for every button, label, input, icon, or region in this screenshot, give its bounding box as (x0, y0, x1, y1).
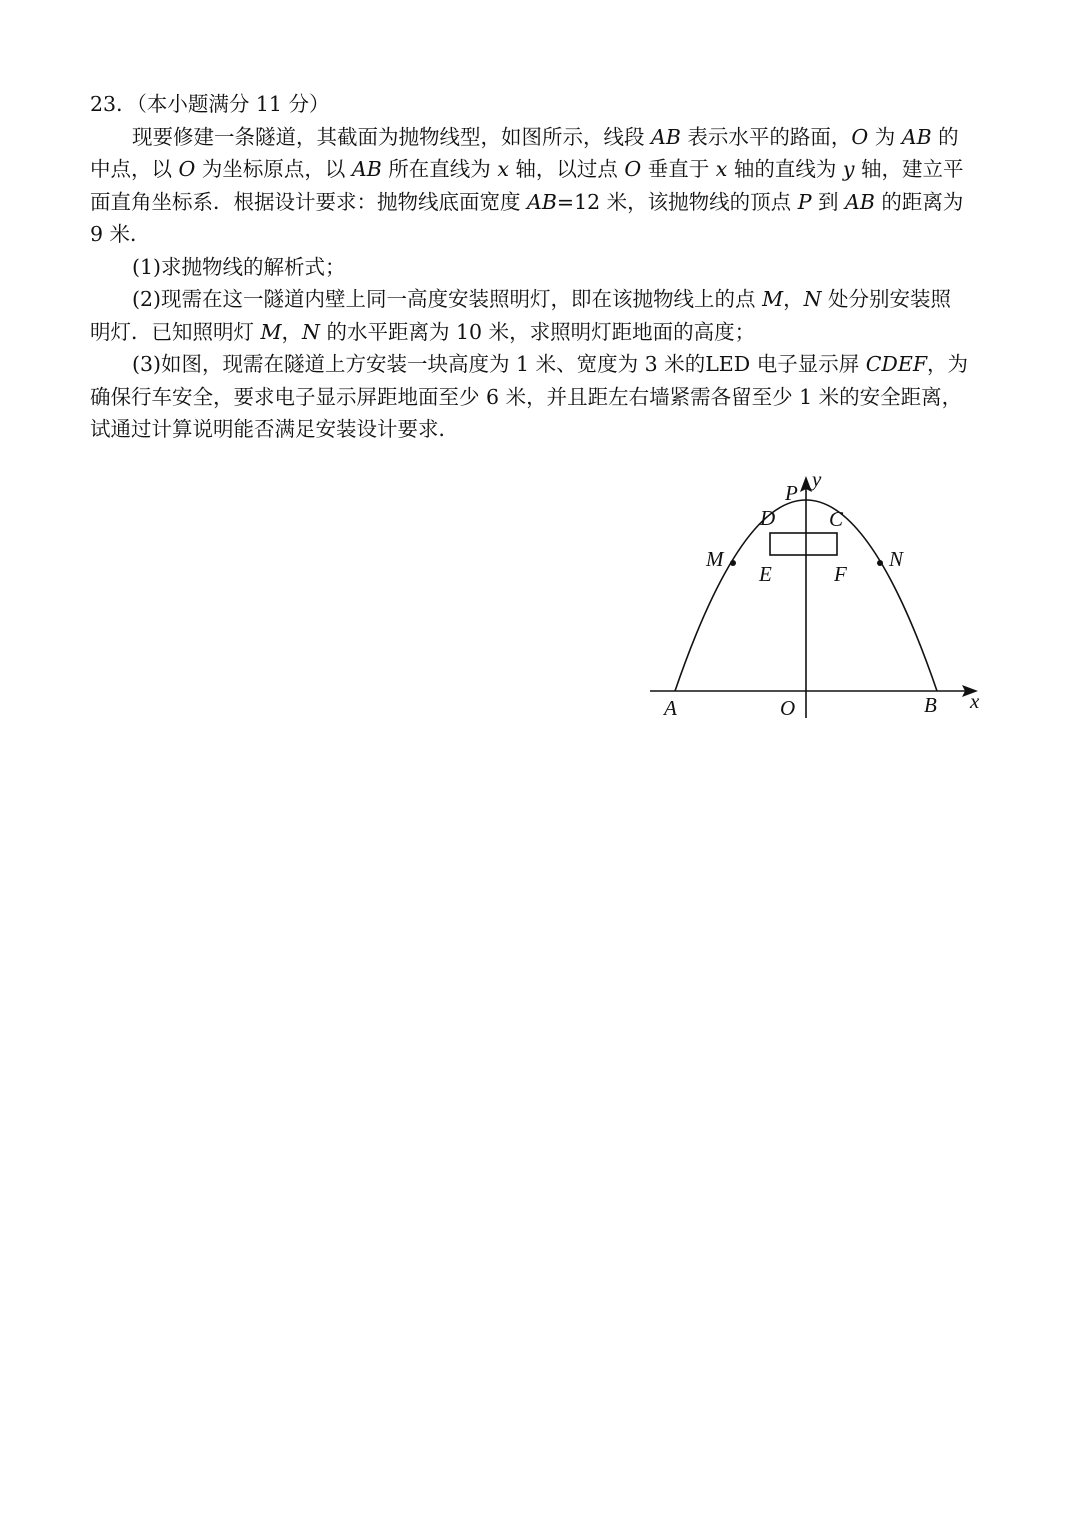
intro-text: 所在直线为 (381, 157, 498, 181)
intro-var: AB (651, 124, 681, 149)
intro-var: x (497, 157, 509, 181)
intro-var: y (842, 157, 855, 181)
q2-var: M (762, 287, 784, 311)
intro-text: 垂直于 (641, 157, 716, 181)
q2-var: N (803, 287, 822, 311)
label-y: y (812, 467, 822, 491)
intro-line-4 (90, 218, 995, 251)
intro-line-3 (90, 186, 995, 219)
label-p: P (785, 481, 798, 505)
led-screen-cdef (770, 533, 837, 555)
question-1 (90, 251, 995, 284)
label-e: E (759, 562, 772, 586)
q3-var: CDEF (865, 352, 928, 376)
q2-text: 处分别安装照 (821, 287, 952, 311)
q2-var: N (302, 319, 320, 344)
label-d: D (760, 506, 776, 530)
intro-text: 面直角坐标系．根据设计要求：抛物线底面宽度 (90, 189, 528, 214)
point-m (730, 560, 736, 566)
label-f: F (834, 562, 847, 586)
q2-text: (2)现需在这一隧道内壁上同一高度安装照明灯，即在该抛物线上的点 (132, 287, 763, 311)
question-1-text: (1)求抛物线的解析式； (132, 254, 346, 279)
label-x: x (970, 689, 980, 713)
intro-var: O (178, 157, 196, 181)
intro-var: AB (527, 189, 557, 214)
intro-var: AB (845, 189, 875, 214)
label-o: O (780, 696, 796, 720)
label-m: M (706, 547, 724, 571)
q3-text: 试通过计算说明能否满足安装设计要求． (90, 417, 459, 441)
q2-text: ， (281, 319, 303, 344)
intro-var: P (797, 189, 812, 214)
q3-text: 确保行车安全，要求电子显示屏距地面至少 6 米，并且距左右墙紧需各留至少 1 米的安全距离， (90, 384, 963, 409)
problem-23 (90, 88, 995, 446)
intro-text: 轴，以过点 (508, 157, 625, 181)
label-c: C (829, 507, 844, 531)
intro-text: 轴，建立平 (854, 157, 964, 181)
question-2-line-1 (90, 283, 995, 316)
problem-number: 23． (90, 92, 137, 116)
intro-var: O (624, 157, 642, 181)
intro-text: 为 (868, 124, 902, 149)
intro-var: AB (901, 124, 932, 149)
tunnel-figure (640, 460, 1000, 730)
q2-text: 明灯．已知照明灯 (90, 319, 261, 344)
q3-text: (3)如图，现需在隧道上方安装一块高度为 1 米、宽度为 3 米的LED 电子显示屏 (132, 352, 866, 376)
question-3-line-1 (90, 348, 995, 381)
intro-text: 轴的直线为 (727, 157, 843, 181)
intro-text: 的距离为 (874, 189, 964, 214)
question-3-line-3 (90, 413, 995, 446)
intro-line-2 (90, 153, 995, 186)
question-3-line-2 (90, 381, 995, 414)
intro-text: 的 (931, 124, 959, 149)
q2-var: M (260, 319, 282, 344)
intro-var: AB (351, 157, 382, 181)
intro-line-1 (90, 121, 995, 154)
q3-text: ，为 (927, 352, 969, 376)
point-n (877, 560, 883, 566)
label-b: B (924, 693, 937, 717)
intro-var: x (715, 157, 728, 181)
intro-text: =12 米，该抛物线的顶点 (556, 189, 798, 214)
intro-text: 为坐标原点，以 (195, 157, 352, 181)
label-a: A (664, 696, 677, 720)
q2-text: ， (783, 287, 804, 311)
intro-text: 9 米． (90, 222, 151, 246)
intro-var: O (851, 124, 869, 149)
label-n: N (889, 547, 904, 571)
intro-text: 中点，以 (90, 157, 179, 181)
intro-text: 表示水平的路面， (680, 124, 852, 149)
q2-text: 的水平距离为 10 米，求照明灯距地面的高度； (319, 319, 756, 344)
intro-text: 到 (811, 189, 846, 214)
score-note: （本小题满分 11 分） (136, 92, 330, 116)
intro-text: 现要修建一条隧道，其截面为抛物线型，如图所示，线段 (132, 124, 652, 149)
parabola-diagram (640, 460, 1000, 730)
question-2-line-2 (90, 316, 995, 349)
problem-header (90, 88, 995, 121)
